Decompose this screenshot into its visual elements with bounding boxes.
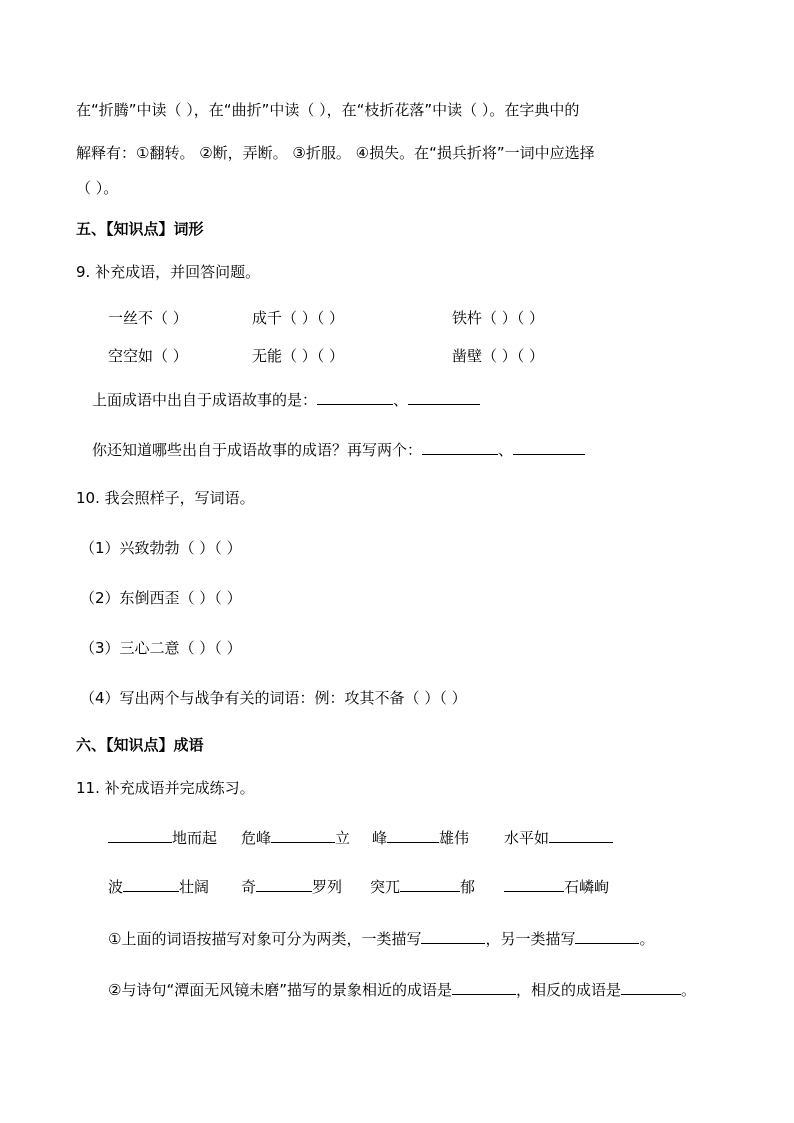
q8-line2: 解释有：①翻转。 ②断，弄断。 ③折服。 ④损失。在“损兵折将”一词中应选择 <box>76 144 595 162</box>
q8-line3: （ ）。 <box>76 179 119 197</box>
q11-sub-1-text-b: ，另一类描写 <box>485 930 576 948</box>
q11-sub-2 <box>108 980 696 1000</box>
q11-idiom-6-post: 罗列 <box>312 878 343 896</box>
section-6-title: 六、【知识点】成语 <box>76 736 204 754</box>
q11-idiom-5-blank[interactable] <box>123 877 179 892</box>
q11-idiom-5 <box>108 877 209 897</box>
q11-sub-1-text-a: ①上面的词语按描写对象可分为两类，一类描写 <box>108 930 422 948</box>
q9-ask-2-sep: 、 <box>498 441 514 459</box>
q9-ask-1-sep: 、 <box>393 391 409 409</box>
q9-idiom-6: 凿壁（ ）（ ） <box>452 347 545 365</box>
q11-idiom-7 <box>370 877 475 897</box>
q9-idiom-5: 无能（ ）（ ） <box>252 347 345 365</box>
q11-idiom-7-post: 郁 <box>460 878 476 896</box>
q9-ask-2-blank-a[interactable] <box>422 440 498 455</box>
q10-prompt: 10. 我会照样子，写词语。 <box>76 489 255 507</box>
q9-ask-2-blank-b[interactable] <box>513 440 585 455</box>
q11-idiom-8-blank[interactable] <box>504 877 564 892</box>
q11-idiom-1 <box>108 828 217 848</box>
q11-idiom-3-pre: 峰 <box>372 829 388 847</box>
q11-sub-2-text-c: 。 <box>681 981 697 999</box>
q11-idiom-6-pre: 奇 <box>241 878 257 896</box>
q10-item-2: （2）东倒西歪（ ）（ ） <box>80 589 242 607</box>
q9-idiom-1: 一丝不（ ） <box>108 309 188 327</box>
q9-ask-2-text: 你还知道哪些出自于成语故事的成语？再写两个： <box>92 441 423 459</box>
q11-prompt: 11. 补充成语并完成练习。 <box>76 779 255 797</box>
q11-idiom-7-blank[interactable] <box>400 877 460 892</box>
q11-idiom-2-pre: 危峰 <box>241 829 272 847</box>
q11-idiom-3-blank[interactable] <box>387 828 439 843</box>
q11-idiom-4-pre: 水平如 <box>504 829 550 847</box>
q9-idiom-4: 空空如（ ） <box>108 347 188 365</box>
q11-idiom-5-post: 壮阔 <box>179 878 210 896</box>
q11-sub-2-text-b: ，相反的成语是 <box>516 981 622 999</box>
q9-prompt: 9. 补充成语，并回答问题。 <box>76 263 261 281</box>
section-5-title: 五、【知识点】词形 <box>76 220 204 238</box>
q11-sub-1-text-c: 。 <box>639 930 655 948</box>
q9-ask-1-blank-a[interactable] <box>317 390 393 405</box>
q11-idiom-6 <box>241 877 342 897</box>
q11-idiom-1-text: 地而起 <box>172 829 218 847</box>
q11-sub-1-blank-b[interactable] <box>575 929 639 944</box>
q11-idiom-6-blank[interactable] <box>256 877 312 892</box>
q11-sub-2-blank-a[interactable] <box>452 980 516 995</box>
q11-idiom-2-post: 立 <box>335 829 351 847</box>
q11-idiom-4 <box>504 828 613 848</box>
q9-idiom-2: 成千（ ）（ ） <box>252 309 345 327</box>
q11-idiom-8-text: 石嶙峋 <box>564 878 610 896</box>
q11-sub-2-blank-b[interactable] <box>621 980 681 995</box>
q9-ask-1 <box>92 390 480 410</box>
q11-sub-2-text-a: ②与诗句“潭面无风镜未磨”描写的景象相近的成语是 <box>108 981 452 999</box>
q9-idiom-3: 铁杵（ ）（ ） <box>452 309 545 327</box>
q9-ask-2 <box>92 440 585 460</box>
q11-idiom-7-pre: 突兀 <box>370 878 401 896</box>
q9-ask-1-blank-b[interactable] <box>408 390 480 405</box>
q9-ask-1-text: 上面成语中出自于成语故事的是： <box>92 391 318 409</box>
q11-idiom-2-blank[interactable] <box>271 828 335 843</box>
q10-item-3: （3）三心二意（ ）（ ） <box>80 639 242 657</box>
q11-sub-1 <box>108 929 654 949</box>
q11-idiom-5-pre: 波 <box>108 878 124 896</box>
q8-line1: 在“折腾”中读（ ），在“曲折”中读（ ），在“枝折花落”中读（ ）。在字典中的 <box>76 101 580 119</box>
q10-item-1: （1）兴致勃勃（ ）（ ） <box>80 539 242 557</box>
q11-idiom-1-blank[interactable] <box>108 828 172 843</box>
q11-idiom-8 <box>504 877 609 897</box>
q10-item-4: （4）写出两个与战争有关的词语：例：攻其不备（ ）（ ） <box>80 689 467 707</box>
q11-idiom-3-post: 雄伟 <box>439 829 470 847</box>
q11-idiom-3 <box>372 828 469 848</box>
q11-sub-1-blank-a[interactable] <box>421 929 485 944</box>
q11-idiom-2 <box>241 828 350 848</box>
q11-idiom-4-blank[interactable] <box>549 828 613 843</box>
